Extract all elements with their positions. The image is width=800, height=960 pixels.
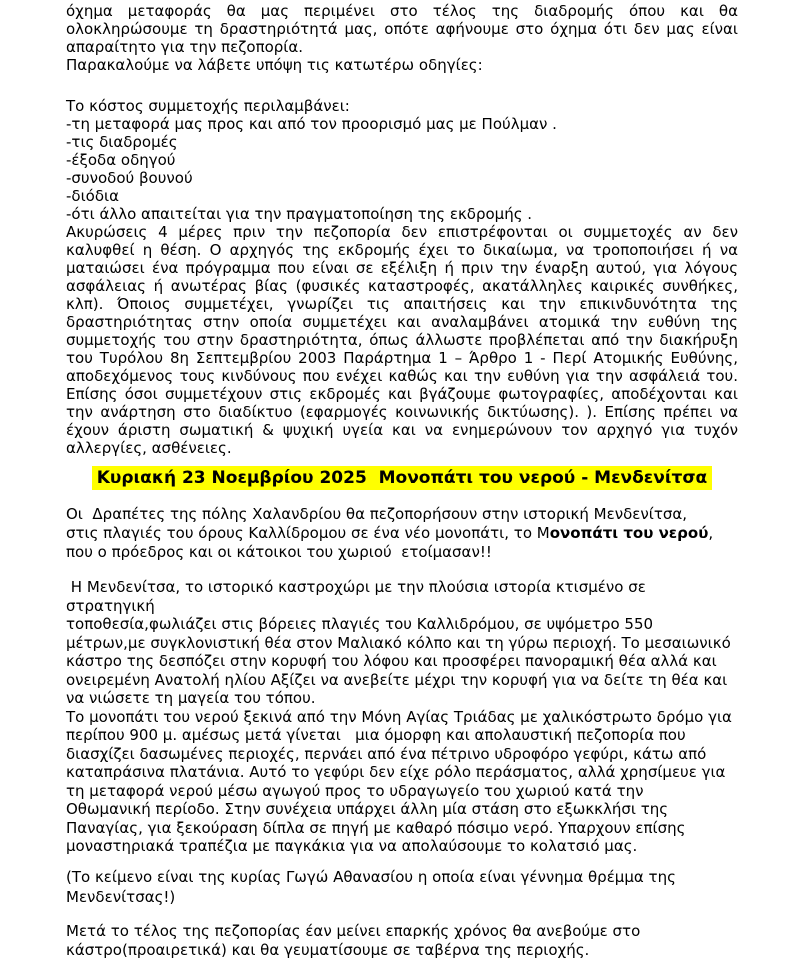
closing-paragraph bbox=[66, 922, 738, 960]
text-line: κάστρο της δεσπόζει στην κορυφή του λόφου και προσφέρει πανοραμική θέα αλλά και bbox=[66, 652, 717, 670]
text-line: την ανάρτηση στο διαδίκτυο (εφαρμογές κοινωνικής δικτύωσης). ). Επίσης πρέπει να bbox=[66, 403, 738, 421]
text-line bbox=[66, 543, 738, 562]
paragraph-cancellation-terms bbox=[66, 223, 738, 457]
text-line: διασχίζει δασωμένες περιοχές, περνάει από ένα πέτρινο υδροφόρο γεφύρι, κάτω από bbox=[66, 744, 707, 763]
intro-line1-text: Οι Δραπέτες της πόλης Χαλανδρίου θα πεζοπορήσουν στην ιστορική Μενδενίτσα, bbox=[66, 505, 688, 523]
text-line: απαραίτητο για την πεζοπορία. bbox=[66, 38, 304, 56]
intro-line3-text: που ο πρόεδρος και οι κάτοικοι του χωριού ετοίμασαν!! bbox=[66, 543, 492, 561]
text-line: συμμετοχής του στην δραστηριότητα, όπως άλλωστε προβλέπεται από την διακήρυξη bbox=[66, 331, 738, 349]
intro-line2-suffix-text: , bbox=[708, 524, 714, 542]
text-line: Η Μενδενίτσα, το ιστορικό καστροχώρι με την πλούσια ιστορία κτισμένο σε στρατηγική bbox=[66, 578, 651, 615]
text-line: δραστηριότητας στην οποία συμμετέχει και αναλαμβάνει ατομικά την ευθύνη της bbox=[66, 313, 738, 331]
paragraph-cost-list bbox=[66, 97, 738, 223]
text-line: έχουν άριστη σωματική & ψυχική υγεία και να ενημερώνουν τον αρχηγό για τυχόν bbox=[66, 421, 738, 439]
text-line: Μενδενίτσας!) bbox=[66, 887, 176, 906]
text-line: Το κόστος συμμετοχής περιλαμβάνει: bbox=[66, 97, 350, 115]
text-line: μέτρων,με συγκλονιστική θέα στον Μαλιακό κόλπο και τη γύρω περιοχή. Το μεσαιωνικό bbox=[66, 633, 731, 652]
paragraph-vehicle-note bbox=[66, 2, 738, 56]
document-content bbox=[66, 0, 738, 960]
text-line: ασφάλειας ή ανωτέρας βίας (φυσικές καταστροφές, ακατάλληλες καιρικές συνθήκες, bbox=[66, 277, 738, 295]
text-line: -ότι άλλο απαιτείται για την πραγματοποίηση της εκδρομής . bbox=[66, 205, 533, 223]
event-description-paragraph bbox=[66, 578, 738, 856]
text-line: αποδεχόμενος τους κινδύνους που ενέχει καθώς και την ευθύνη για την ασφάλειά του. bbox=[66, 367, 738, 385]
text-line: Παναγίας, για ξεκούραση δίπλα σε πηγή με καθαρό πόσιμο νερό. Υπαρχουν επίσης bbox=[66, 818, 686, 837]
text-line: να νιώσετε τη μαγεία του τόπου. bbox=[66, 689, 316, 707]
author-credit-paragraph bbox=[66, 867, 738, 907]
text-line: ονειρεμένη Ανατολή ηλίου Αξίζει να ανεβείτε μέχρι την κορυφή για να δείτε τη θέα και bbox=[66, 670, 728, 689]
text-line: του Τυρόλου 8η Σεπτεμβρίου 2003 Παράρτημα 1 – Άρθρο 1 - Περί Ατομικής Ευθύνης, bbox=[66, 349, 738, 367]
text-line: τη μεταφορά νερού μέσω αγωγού προς το υδραγωγείο του χωριού κατά την bbox=[66, 781, 644, 800]
text-line: καταπράσινα πλατάνια. Αυτό το γεφύρι δεν είχε ρόλο περάσματος, αλλά χρησίμευε για bbox=[66, 763, 726, 781]
terms-section bbox=[66, 0, 738, 457]
text-line: Το μονοπάτι του νερού ξεκινά από την Μόνη Αγίας Τριάδας με χαλικόστρωτο δρόμο για bbox=[66, 707, 732, 726]
intro-line2-prefix-text: στις πλαγιές του όρους Καλλίδρομου σε ένα νέο μονοπάτι, το Μ bbox=[66, 524, 550, 542]
text-line: κάστρο(προαιρετικά) και θα γευματίσουμε σε ταβέρνα της περιοχής. bbox=[66, 940, 590, 959]
text-line: αλλεργίες, ασθένειες. bbox=[66, 439, 232, 457]
text-line: τοποθεσία,φωλιάζει στις βόρειες πλαγιές του Καλλιδρόμου, σε υψόμετρο 550 bbox=[66, 615, 654, 633]
text-line: όχημα μεταφοράς θα μας περιμένει στο τέλος της διαδρομής όπου και θα bbox=[66, 2, 738, 20]
text-line: -έξοδα οδηγού bbox=[66, 151, 176, 169]
text-line: κλπ). Όποιος συμμετέχει, γνωρίζει τις απαιτήσεις και την επικινδυνότητα της bbox=[66, 295, 738, 313]
text-line: Παρακαλούμε να λάβετε υπόψη τις κατωτέρω οδηγίες: bbox=[66, 56, 483, 74]
event-intro-paragraph bbox=[66, 505, 738, 562]
text-line: καλυφθεί η θέση. Ο αρχηγός της εκδρομής έχει το δικαίωμα, να τροποποιήσει ή να bbox=[66, 241, 738, 259]
text-line: Ακυρώσεις 4 μέρες πριν την πεζοπορία δεν επιστρέφονται οι συμμετοχές αν δεν bbox=[66, 223, 738, 241]
text-line: Επίσης όσοι συμμετέχουν στις εκδρομές και βγάζουμε φωτογραφίες, αποδέχονται και bbox=[66, 385, 738, 403]
text-line bbox=[66, 524, 738, 543]
text-line: μοναστηριακά τραπέζια με παγκάκια για να απολαύσουμε το κολατσιό μας. bbox=[66, 837, 638, 855]
paragraph-instructions-note bbox=[66, 56, 738, 74]
text-line: -τη μεταφορά μας προς και από τον προορισμό μας με Πούλμαν . bbox=[66, 115, 557, 133]
text-line: (Το κείμενο είναι της κυρίας Γωγώ Αθανασίου η οποία είναι γέννημα θρέμμα της bbox=[66, 867, 676, 886]
event-heading-highlighted: Κυριακή 23 Νοεμβρίου 2025 Μονοπάτι του νερού - Μενδενίτσα bbox=[92, 466, 713, 490]
text-line: -διόδια bbox=[66, 187, 119, 205]
text-line: περίπου 900 μ. αμέσως μετά γίνεται μια όμορφη και απολαυστική πεζοπορία που bbox=[66, 726, 686, 744]
text-line bbox=[66, 505, 738, 524]
text-line: Οθωμανική περίοδο. Στην συνέχεια υπάρχει άλλη μία στάση στο εξωκκλήσι της bbox=[66, 800, 669, 818]
text-line: Μετά το τέλος της πεζοπορίας έαν μείνει επαρκής χρόνος θα ανεβούμε στο bbox=[66, 921, 641, 940]
trail-name-bold-text: ονοπάτι του νερού bbox=[549, 524, 709, 542]
text-line: -τις διαδρομές bbox=[66, 133, 178, 151]
event-heading-row bbox=[66, 464, 738, 492]
text-line: ολοκληρώσουμε τη δραστηριότητά μας, οπότε αφήνουμε στο όχημα ότι δεν μας είναι bbox=[66, 20, 738, 38]
text-line: -συνοδού βουνού bbox=[66, 169, 193, 187]
text-line: ματαιώσει ένα πρόγραμμα που είναι σε εξέλιξη ή πριν την έναρξη αυτού, για λόγους bbox=[66, 259, 738, 277]
